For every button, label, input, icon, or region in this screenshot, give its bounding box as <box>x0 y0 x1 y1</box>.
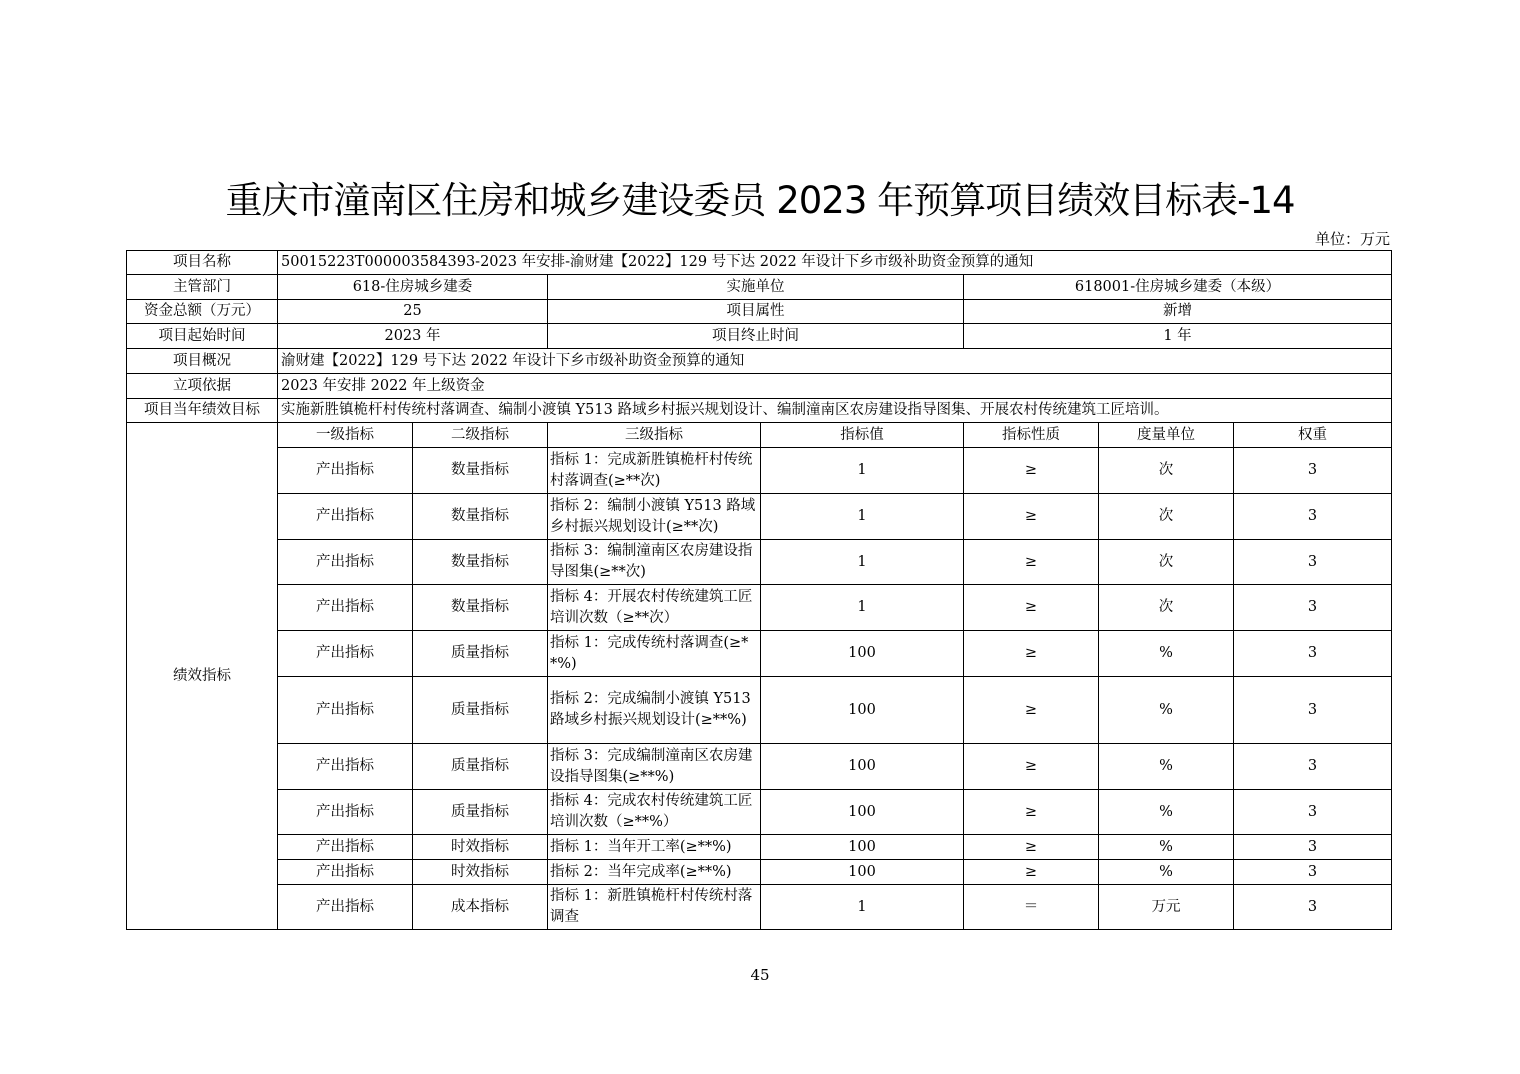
end-time-label: 项目终止时间 <box>548 324 964 349</box>
value-cell: 100 <box>761 860 964 885</box>
value-cell: 100 <box>761 835 964 860</box>
table-row <box>127 860 1392 885</box>
performance-table <box>126 250 1392 930</box>
nature-cell: ≥ <box>964 790 1099 835</box>
overview-label: 项目概况 <box>127 349 278 374</box>
level2-cell: 质量指标 <box>413 631 548 677</box>
header-level3: 三级指标 <box>548 423 761 448</box>
value-cell: 100 <box>761 790 964 835</box>
level1-cell: 产出指标 <box>278 790 413 835</box>
level1-cell: 产出指标 <box>278 744 413 790</box>
value-cell: 100 <box>761 631 964 677</box>
value-cell: 100 <box>761 677 964 744</box>
level1-cell: 产出指标 <box>278 631 413 677</box>
row-project-name <box>127 251 1392 275</box>
level3-cell: 指标 1：当年开工率(≥**%) <box>548 835 761 860</box>
table-row <box>127 631 1392 677</box>
row-basis <box>127 374 1392 399</box>
weight-cell: 3 <box>1234 494 1392 540</box>
level1-cell: 产出指标 <box>278 860 413 885</box>
level1-cell: 产出指标 <box>278 494 413 540</box>
project-attribute-label: 项目属性 <box>548 300 964 324</box>
level2-cell: 数量指标 <box>413 448 548 494</box>
row-fund <box>127 300 1392 324</box>
project-name-label: 项目名称 <box>127 251 278 275</box>
annual-goal-value: 实施新胜镇桅杆村传统村落调查、编制小渡镇 Y513 路域乡村振兴规划设计、编制潼南区农房建设指导图集、开展农村传统建筑工匠培训。 <box>278 399 1392 423</box>
row-annual-goal <box>127 399 1392 423</box>
level3-cell: 指标 3：完成编制潼南区农房建设指导图集(≥**%) <box>548 744 761 790</box>
value-cell: 1 <box>761 540 964 585</box>
weight-cell: 3 <box>1234 540 1392 585</box>
unit-cell: % <box>1099 835 1234 860</box>
end-time-value: 1 年 <box>964 324 1392 349</box>
weight-cell: 3 <box>1234 448 1392 494</box>
unit-cell: % <box>1099 631 1234 677</box>
header-level2: 二级指标 <box>413 423 548 448</box>
level3-cell: 指标 3：编制潼南区农房建设指导图集(≥**次) <box>548 540 761 585</box>
nature-cell: ≥ <box>964 494 1099 540</box>
table-row <box>127 885 1392 930</box>
page-number: 45 <box>750 966 770 984</box>
department-label: 主管部门 <box>127 275 278 300</box>
row-period <box>127 324 1392 349</box>
unit-cell: 次 <box>1099 494 1234 540</box>
unit-cell: 万元 <box>1099 885 1234 930</box>
level3-cell: 指标 4：完成农村传统建筑工匠培训次数（≥**%） <box>548 790 761 835</box>
level1-cell: 产出指标 <box>278 448 413 494</box>
row-overview <box>127 349 1392 374</box>
fund-total-value: 25 <box>278 300 548 324</box>
nature-cell: ≥ <box>964 585 1099 631</box>
weight-cell: 3 <box>1234 677 1392 744</box>
value-cell: 1 <box>761 494 964 540</box>
value-cell: 1 <box>761 585 964 631</box>
start-time-value: 2023 年 <box>278 324 548 349</box>
implementing-unit-label: 实施单位 <box>548 275 964 300</box>
weight-cell: 3 <box>1234 860 1392 885</box>
level3-cell: 指标 1：完成新胜镇桅杆村传统村落调查(≥**次) <box>548 448 761 494</box>
unit-cell: % <box>1099 677 1234 744</box>
level2-cell: 质量指标 <box>413 677 548 744</box>
level3-cell: 指标 2：编制小渡镇 Y513 路域乡村振兴规划设计(≥**次) <box>548 494 761 540</box>
nature-cell: ≥ <box>964 448 1099 494</box>
implementing-unit-value: 618001-住房城乡建委（本级） <box>964 275 1392 300</box>
value-cell: 1 <box>761 885 964 930</box>
basis-label: 立项依据 <box>127 374 278 399</box>
unit-note: 单位：万元 <box>1314 230 1390 248</box>
table-row <box>127 585 1392 631</box>
nature-cell: ≥ <box>964 631 1099 677</box>
level3-cell: 指标 1：完成传统村落调查(≥**%) <box>548 631 761 677</box>
unit-cell: % <box>1099 860 1234 885</box>
weight-cell: 3 <box>1234 835 1392 860</box>
project-name-value: 50015223T000003584393-2023 年安排-渝财建【2022】129 号下达 2022 年设计下乡市级补助资金预算的通知 <box>278 251 1392 275</box>
unit-cell: % <box>1099 790 1234 835</box>
nature-cell: ＝ <box>964 885 1099 930</box>
nature-cell: ≥ <box>964 835 1099 860</box>
level2-cell: 时效指标 <box>413 835 548 860</box>
level2-cell: 质量指标 <box>413 744 548 790</box>
annual-goal-label: 项目当年绩效目标 <box>127 399 278 423</box>
value-cell: 1 <box>761 448 964 494</box>
level2-cell: 成本指标 <box>413 885 548 930</box>
project-attribute-value: 新增 <box>964 300 1392 324</box>
level1-cell: 产出指标 <box>278 677 413 744</box>
weight-cell: 3 <box>1234 585 1392 631</box>
header-level1: 一级指标 <box>278 423 413 448</box>
nature-cell: ≥ <box>964 677 1099 744</box>
level2-cell: 数量指标 <box>413 585 548 631</box>
header-value: 指标值 <box>761 423 964 448</box>
weight-cell: 3 <box>1234 790 1392 835</box>
table-row <box>127 677 1392 744</box>
weight-cell: 3 <box>1234 744 1392 790</box>
level2-cell: 数量指标 <box>413 494 548 540</box>
level1-cell: 产出指标 <box>278 885 413 930</box>
basis-value: 2023 年安排 2022 年上级资金 <box>278 374 1392 399</box>
fund-total-label: 资金总额（万元） <box>127 300 278 324</box>
level1-cell: 产出指标 <box>278 835 413 860</box>
header-nature: 指标性质 <box>964 423 1099 448</box>
table-row <box>127 448 1392 494</box>
table-row <box>127 835 1392 860</box>
document-title: 重庆市潼南区住房和城乡建设委员 2023 年预算项目绩效目标表-14 <box>225 179 1295 222</box>
weight-cell: 3 <box>1234 885 1392 930</box>
unit-cell: 次 <box>1099 448 1234 494</box>
table-row <box>127 744 1392 790</box>
level3-cell: 指标 2：完成编制小渡镇 Y513 路域乡村振兴规划设计(≥**%) <box>548 677 761 744</box>
table-row <box>127 494 1392 540</box>
indicator-section-label: 绩效指标 <box>127 423 278 930</box>
weight-cell: 3 <box>1234 631 1392 677</box>
start-time-label: 项目起始时间 <box>127 324 278 349</box>
overview-value: 渝财建【2022】129 号下达 2022 年设计下乡市级补助资金预算的通知 <box>278 349 1392 374</box>
value-cell: 100 <box>761 744 964 790</box>
indicator-header-row <box>127 423 1392 448</box>
row-department <box>127 275 1392 300</box>
nature-cell: ≥ <box>964 744 1099 790</box>
level3-cell: 指标 4：开展农村传统建筑工匠培训次数（≥**次） <box>548 585 761 631</box>
level3-cell: 指标 1：新胜镇桅杆村传统村落调查 <box>548 885 761 930</box>
level2-cell: 时效指标 <box>413 860 548 885</box>
header-unit: 度量单位 <box>1099 423 1234 448</box>
table-row <box>127 540 1392 585</box>
header-weight: 权重 <box>1234 423 1392 448</box>
level1-cell: 产出指标 <box>278 540 413 585</box>
nature-cell: ≥ <box>964 860 1099 885</box>
level2-cell: 质量指标 <box>413 790 548 835</box>
unit-cell: 次 <box>1099 540 1234 585</box>
table-row <box>127 790 1392 835</box>
unit-cell: % <box>1099 744 1234 790</box>
level1-cell: 产出指标 <box>278 585 413 631</box>
level2-cell: 数量指标 <box>413 540 548 585</box>
unit-cell: 次 <box>1099 585 1234 631</box>
level3-cell: 指标 2：当年完成率(≥**%) <box>548 860 761 885</box>
department-value: 618-住房城乡建委 <box>278 275 548 300</box>
nature-cell: ≥ <box>964 540 1099 585</box>
